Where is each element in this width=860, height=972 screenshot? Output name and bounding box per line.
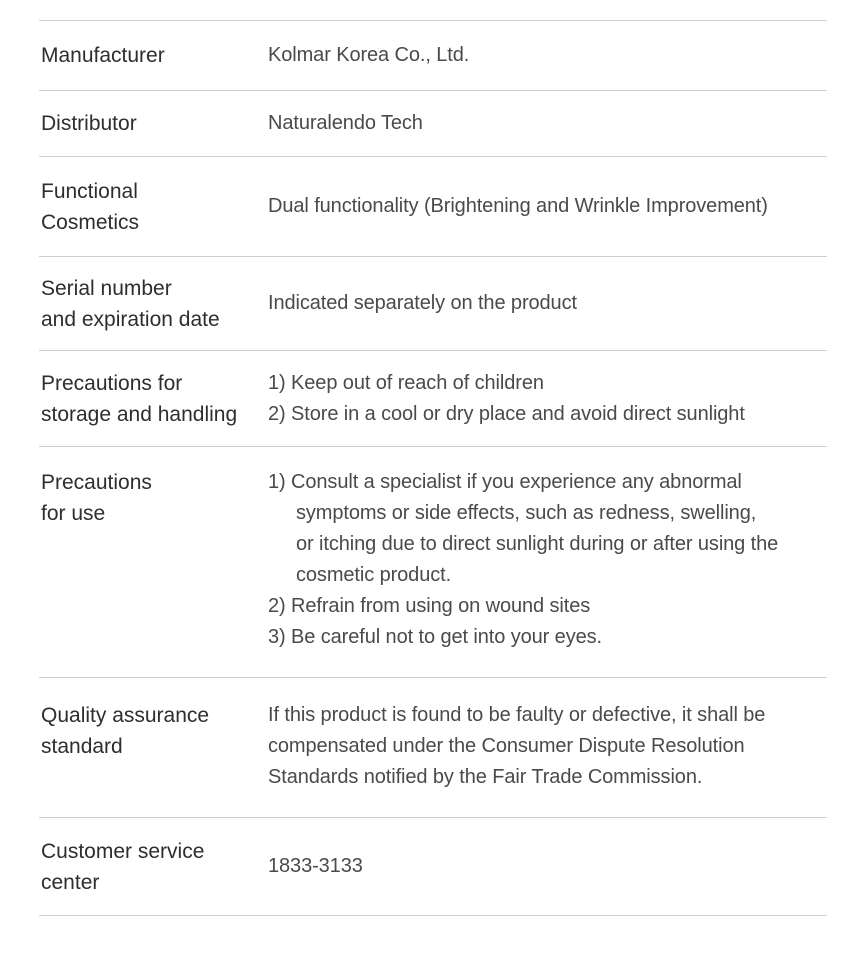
value-line: Standards notified by the Fair Trade Commission. xyxy=(268,766,703,788)
row-label: Precautions for use xyxy=(41,471,152,525)
precaution-line: symptoms or side effects, such as redness, swelling, xyxy=(296,502,757,524)
precaution-line: 2) Store in a cool or dry place and avoid direct sunlight xyxy=(268,402,745,425)
row-label: Distributor xyxy=(41,112,137,135)
table-row-storage-precautions xyxy=(39,351,827,447)
table-row-distributor xyxy=(39,91,827,157)
precaution-line: 3) Be careful not to get into your eyes. xyxy=(268,626,602,648)
precaution-line: 1) Consult a specialist if you experience any abnormal xyxy=(268,471,742,493)
table-row-manufacturer xyxy=(39,21,827,91)
table-row-serial-number xyxy=(39,257,827,351)
row-value xyxy=(268,700,827,793)
row-label: Quality assurance standard xyxy=(41,704,210,758)
precaution-line: or itching due to direct sunlight during or after using the xyxy=(296,533,779,555)
table-row-functional-cosmetics xyxy=(39,157,827,257)
row-label: Serial number and expiration date xyxy=(41,276,220,331)
row-label: Customer service center xyxy=(41,839,205,894)
product-info-table xyxy=(39,20,827,916)
table-row-customer-service xyxy=(39,818,827,916)
row-label: Precautions for storage and handling xyxy=(41,371,238,426)
customer-service-phone: 1833-3133 xyxy=(268,855,363,877)
row-value: Indicated separately on the product xyxy=(268,292,577,314)
row-label: Functional Cosmetics xyxy=(41,179,140,234)
row-value: Naturalendo Tech xyxy=(268,112,423,134)
row-value xyxy=(268,368,827,430)
precaution-line: 1) Keep out of reach of children xyxy=(268,371,544,394)
precaution-line: cosmetic product. xyxy=(296,564,452,586)
table-row-use-precautions xyxy=(39,447,827,678)
row-value: Kolmar Korea Co., Ltd. xyxy=(268,44,470,66)
table-row-quality-assurance xyxy=(39,678,827,818)
row-label: Manufacturer xyxy=(41,44,165,67)
value-line: If this product is found to be faulty or defective, it shall be xyxy=(268,704,766,726)
value-line: compensated under the Consumer Dispute Resolution xyxy=(268,735,745,757)
row-value: Dual functionality (Brightening and Wrinkle Improvement) xyxy=(268,195,768,217)
precaution-line: 2) Refrain from using on wound sites xyxy=(268,595,591,617)
row-value xyxy=(268,467,827,653)
